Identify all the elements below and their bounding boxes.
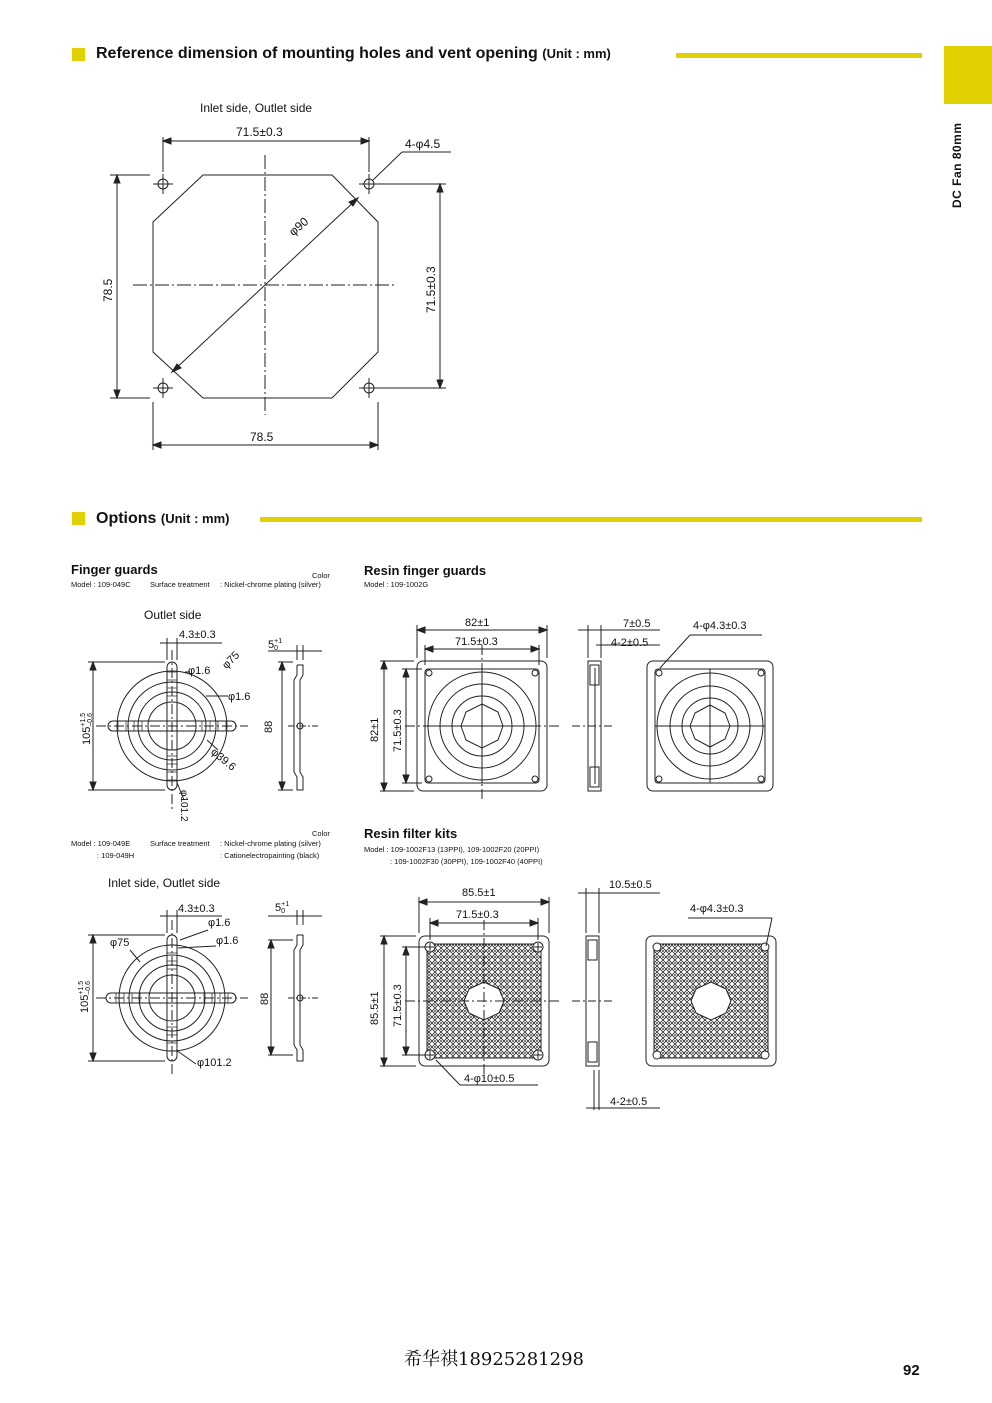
section1-rule: [676, 53, 922, 58]
page-number: 92: [903, 1362, 920, 1379]
fg1-dim-16a: φ1.6: [188, 665, 211, 677]
fg1-dim-5: [268, 638, 282, 652]
section2-title: [96, 510, 230, 528]
rfk-dim-855w: 85.5±1: [462, 887, 496, 899]
finger-guards-surface-label: Surface treatment: [150, 580, 210, 589]
fg2-dim-105: [78, 981, 92, 1013]
fg2-dim-5: [275, 901, 289, 915]
fg1-dim-396: φ39.6: [208, 746, 238, 774]
rfk-dim-105: 10.5±0.5: [609, 879, 652, 891]
fg1-dim-16b: φ1.6: [228, 691, 251, 703]
finger-guards-surface-value: : Nickel-chrome plating (silver): [220, 580, 321, 589]
fg1-dim-105-tol-up: +1.5: [80, 712, 87, 727]
dim-holes: 4-φ4.5: [405, 137, 441, 151]
rfg-dim-holes: 4-φ4.3±0.3: [693, 620, 747, 632]
mount-hole-tl: [153, 174, 173, 194]
resin-filter-drawing: [370, 880, 780, 1115]
fg1-dim-1012: φ101.2: [178, 790, 189, 822]
rfk-dim-410: 4-φ10±0.5: [464, 1073, 515, 1085]
rfg-dim-42: 4-2±0.5: [611, 637, 649, 649]
fg2-dim-105-value: 105: [78, 994, 91, 1013]
fg2-model-1: Model : 109-049E: [71, 839, 131, 848]
finger-guards-title: Finger guards: [71, 562, 158, 577]
fg2-dim-5-tol-low: 0: [281, 908, 286, 915]
fg2-caption: Inlet side, Outlet side: [108, 876, 221, 890]
section1-marker: [72, 48, 85, 61]
rfg-dim-7: 7±0.5: [623, 618, 651, 630]
finger-guards-model: Model : 109-049C: [71, 580, 131, 589]
rfg-dim-82h: 82±1: [369, 717, 381, 742]
fg1-dim-5-value: 5: [268, 638, 275, 651]
dim-left-height: 78.5: [101, 278, 115, 302]
side-tab-label: DC Fan 80mm: [950, 122, 964, 208]
dim-right-height: 71.5±0.3: [424, 266, 438, 313]
fg2-dim-16b: φ1.6: [216, 935, 239, 947]
rfk-dim-855h: 85.5±1: [369, 991, 381, 1025]
section1-caption: Inlet side, Outlet side: [200, 101, 313, 115]
section2-marker: [72, 512, 85, 525]
fg1-dim-105-tol-low: –0.6: [87, 713, 94, 727]
section2-rule: [260, 517, 922, 522]
resin-finger-drawing: [370, 615, 780, 800]
dim-diagonal: φ90: [286, 214, 312, 239]
fg2-dim-5-value: 5: [275, 901, 282, 914]
resin-filter-model-2: : 109-1002F30 (30PPI), 109-1002F40 (40PPI): [390, 857, 543, 866]
resin-filter-title: Resin filter kits: [364, 826, 458, 841]
fg2-dim-75: φ75: [110, 937, 130, 949]
fg2-dim-43: 4.3±0.3: [178, 903, 215, 915]
section1-title: [96, 45, 611, 63]
rfk-dim-42: 4-2±0.5: [610, 1096, 648, 1108]
fg2-model-2: : 109-049H: [97, 851, 135, 860]
footer-contact: 希华祺18925281298: [404, 1349, 584, 1370]
fg2-dim-1012: φ101.2: [197, 1057, 232, 1069]
fg2-color-label: Color: [312, 829, 330, 838]
section1-title-text: Reference dimension of mounting holes and vent opening: [96, 45, 538, 62]
mount-hole-bl: [153, 378, 173, 398]
fg2-surface-label: Surface treatment: [150, 839, 210, 848]
fg1-dim-5-tol-low: 0: [274, 645, 279, 652]
resin-finger-model: Model : 109-1002G: [364, 580, 429, 589]
finger-guards-caption: Outlet side: [144, 608, 202, 622]
rfk-dim-holes: 4-φ4.3±0.3: [690, 903, 744, 915]
section2-unit: (Unit : mm): [160, 511, 230, 526]
fg1-dim-75: φ75: [220, 649, 243, 672]
rfg-dim-715w: 71.5±0.3: [455, 636, 498, 648]
resin-finger-title: Resin finger guards: [364, 563, 487, 578]
fg1-dim-105-value: 105: [80, 726, 93, 745]
section1-unit: (Unit : mm): [542, 46, 611, 61]
mounting-hole-drawing: [90, 115, 470, 460]
fg2-dim-88: 88: [259, 992, 271, 1005]
fg2-dim-105-tol-low: –0.6: [85, 981, 92, 995]
section2-title-text: Options: [96, 510, 157, 527]
fg2-surface-value-2: : Cationelectropainting (black): [220, 851, 320, 860]
rfk-dim-715w: 71.5±0.3: [456, 909, 499, 921]
resin-filter-model-1: Model : 109-1002F13 (13PPI), 109-1002F20 (20PPI): [364, 845, 540, 854]
fg1-dim-105: [80, 713, 94, 745]
dim-bottom-width: 78.5: [250, 430, 274, 444]
fg2-surface-value-1: : Nickel-chrome plating (silver): [220, 839, 321, 848]
rfg-dim-715h: 71.5±0.3: [392, 709, 404, 752]
finger-guards-color-label: Color: [312, 571, 330, 580]
fg1-dim-5-tol-up: +1: [274, 638, 283, 645]
fg1-dim-43: 4.3±0.3: [179, 629, 216, 641]
side-tab: [944, 46, 992, 104]
fg2-dim-16a: φ1.6: [208, 917, 231, 929]
rfg-dim-82w: 82±1: [465, 617, 490, 629]
rfk-dim-715h: 71.5±0.3: [392, 984, 404, 1027]
fg2-dim-5-tol-up: +1: [281, 901, 290, 908]
fg1-dim-88: 88: [263, 720, 275, 733]
dim-top-width: 71.5±0.3: [236, 125, 283, 139]
finger-guard-drawing-2: [80, 900, 330, 1080]
finger-guard-drawing-1: [80, 630, 330, 825]
fg2-dim-105-tol-up: +1.5: [78, 980, 85, 995]
